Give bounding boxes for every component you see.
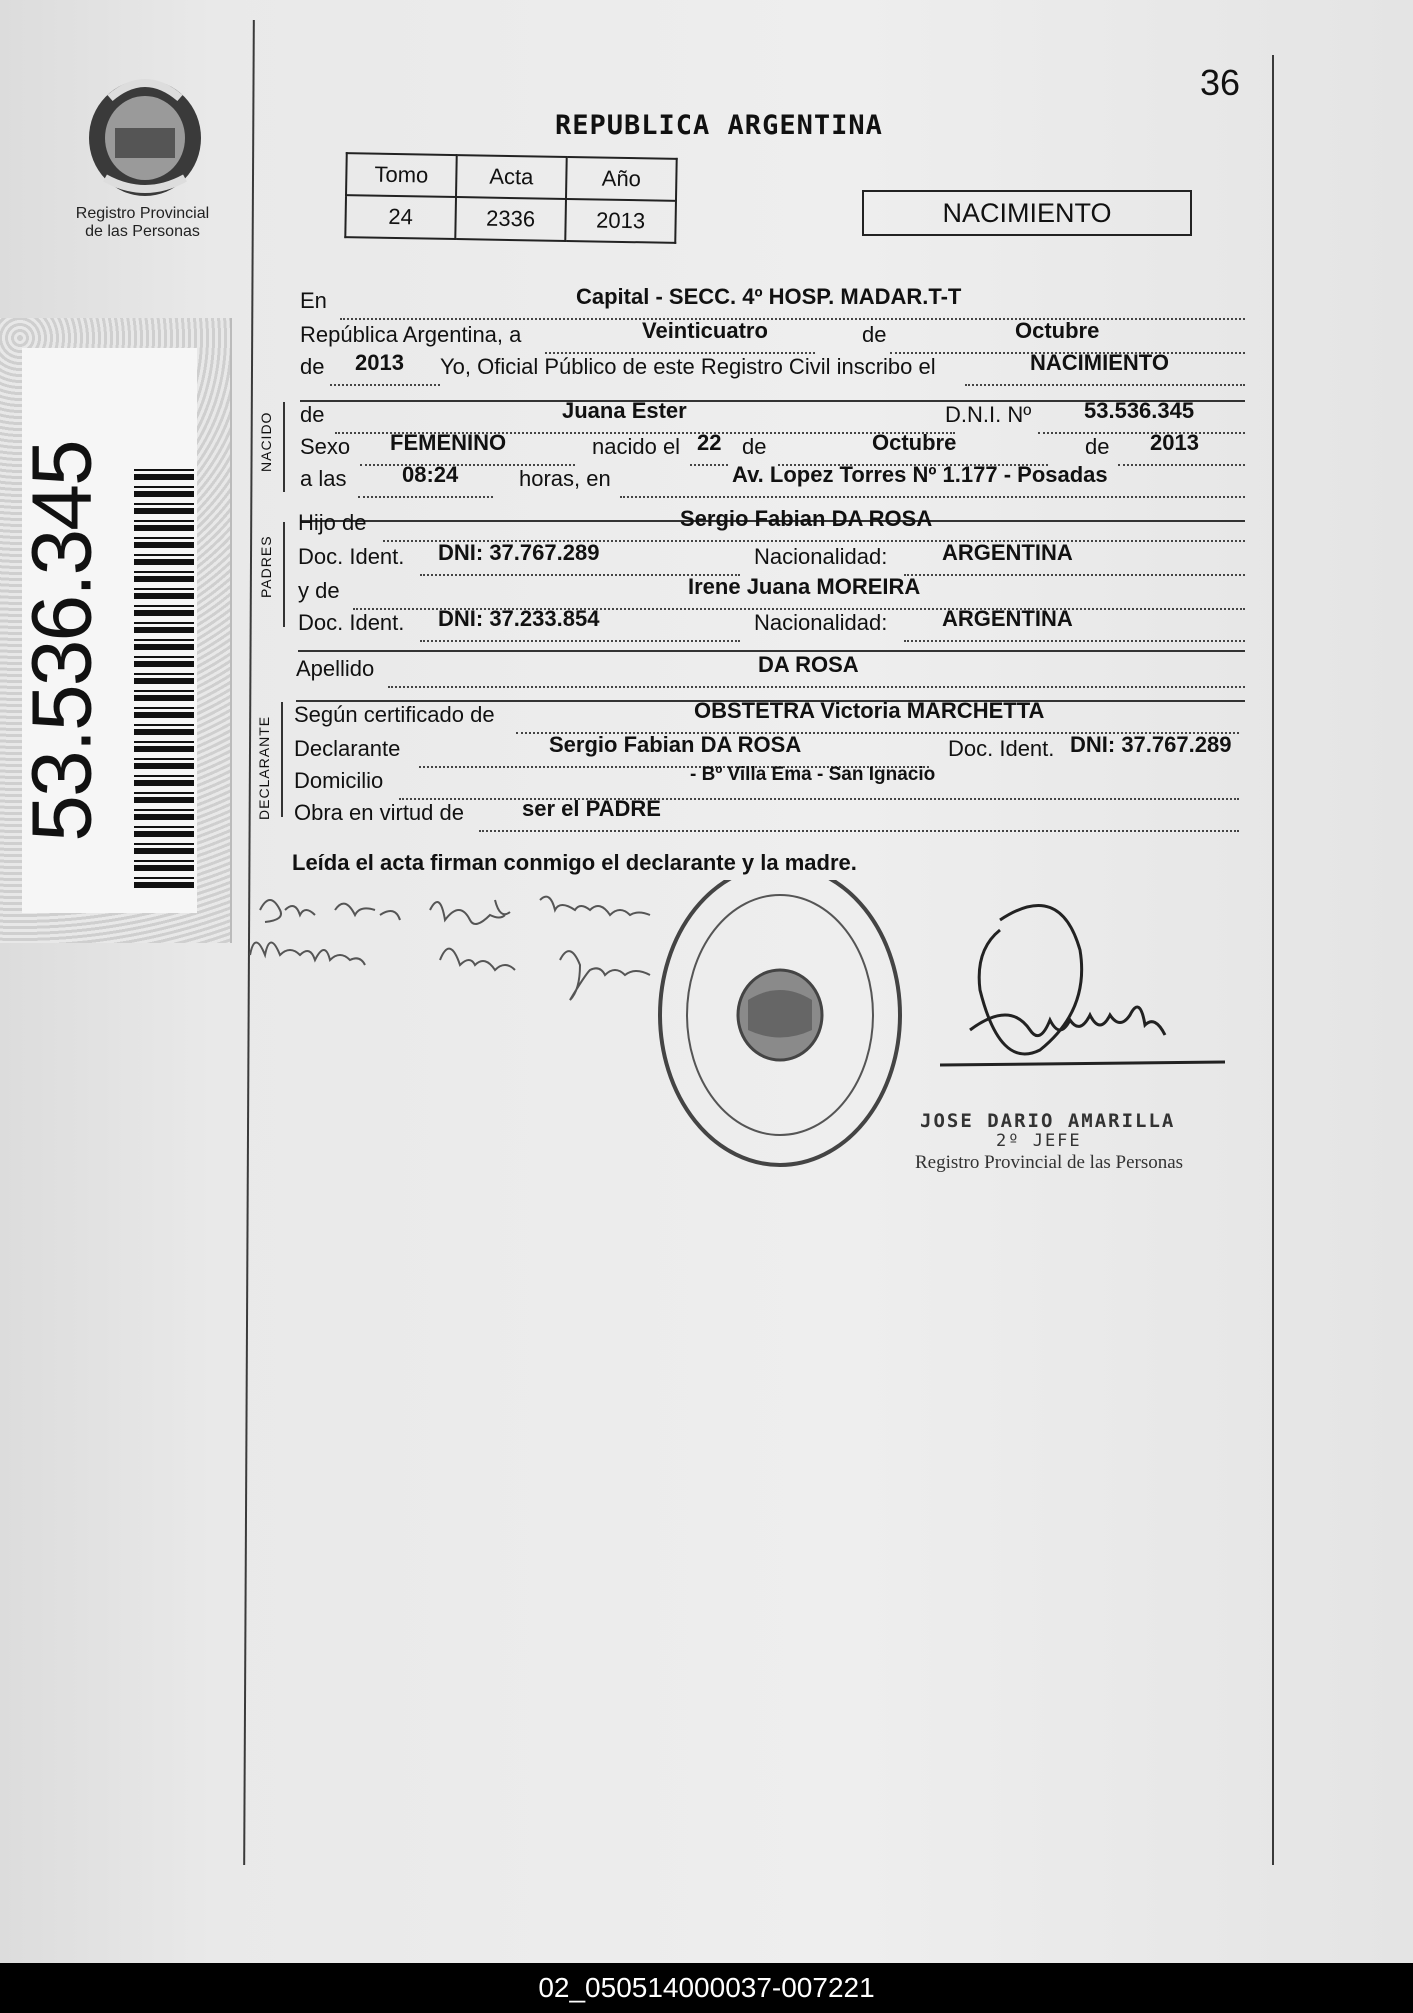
value-dni: 53.536.345: [1084, 398, 1195, 423]
value-father: Sergio Fabian DA ROSA: [680, 506, 933, 531]
closing-statement: Leída el acta firman conmigo el declarante y la madre.: [292, 850, 857, 875]
official-stamp: [660, 880, 900, 1165]
section-bracket-born: [283, 402, 285, 492]
dotted-line: [479, 830, 1239, 832]
dotted-line: [330, 384, 440, 386]
label-de: de: [300, 354, 325, 379]
label-en: En: [300, 288, 327, 313]
dotted-line: [358, 496, 493, 498]
row-date: [300, 318, 1245, 352]
register-value-tomo: 24: [345, 195, 456, 239]
value-capacity: ser el PADRE: [522, 796, 661, 821]
label-de: de: [862, 322, 887, 347]
label-declarante: Declarante: [294, 736, 401, 761]
value-father-doc: DNI: 37.767.289: [438, 540, 600, 565]
label-nacionalidad: Nacionalidad:: [754, 610, 888, 635]
section-label-born: NACIDO: [258, 411, 274, 472]
value-declarant-doc: DNI: 37.767.289: [1070, 732, 1232, 757]
registry-caption-line: Registro Provincial: [75, 205, 210, 222]
value-birth-day: 22: [697, 430, 722, 455]
row-mother-doc: [298, 606, 1245, 640]
value-sex: FEMENINO: [390, 430, 507, 455]
value-address: - Bº Villa Ema - San Ignacio: [690, 764, 936, 785]
label-de: de: [1085, 434, 1110, 459]
row-capacity: [294, 796, 1239, 830]
dotted-line: [904, 574, 1245, 576]
value-day-words: Veinticuatro: [642, 318, 768, 343]
value-surname: DA ROSA: [758, 652, 859, 677]
value-place: Capital - SECC. 4º HOSP. MADAR.T-T: [576, 284, 962, 309]
registry-caption-line: de las Personas: [85, 223, 200, 240]
value-birth-place: Av. Lopez Torres Nº 1.177 - Posadas: [732, 462, 1108, 487]
official-role: 2º JEFE: [996, 1131, 1082, 1151]
register-header-acta: Acta: [456, 155, 567, 199]
value-declarant: Sergio Fabian DA ROSA: [549, 732, 802, 757]
value-month: Octubre: [1015, 318, 1100, 343]
value-certificate-by: OBSTETRA Victoria MARCHETTA: [694, 698, 1045, 723]
barcode-sticker: [0, 318, 232, 943]
value-birth-time: 08:24: [402, 462, 459, 487]
value-birth-month: Octubre: [872, 430, 957, 455]
footer-id: 02_050514000037-007221: [0, 1963, 1413, 2013]
label-horas-en: horas, en: [519, 466, 611, 491]
mother-signature: [250, 943, 650, 1001]
dotted-line: [340, 318, 1245, 320]
row-father: [298, 506, 1245, 540]
label-doc-ident: Doc. Ident.: [298, 544, 405, 569]
label-nacido-el: nacido el: [592, 434, 681, 459]
label-a-las: a las: [300, 466, 347, 491]
value-mother: Irene Juana MOREIRA: [688, 574, 921, 599]
label-de: de: [742, 434, 767, 459]
official-signature: [940, 905, 1225, 1065]
section-bracket-parents: [283, 522, 285, 627]
right-margin-line: [1272, 55, 1274, 1865]
label-obra-en-virtud: Obra en virtud de: [294, 800, 464, 825]
registry-caption: [55, 205, 230, 241]
row-declarant: [294, 732, 1239, 766]
label-domicilio: Domicilio: [294, 768, 384, 793]
barcode-bars: [134, 468, 194, 888]
label-dni: D.N.I. Nº: [945, 402, 1032, 427]
country-title: REPUBLICA ARGENTINA: [555, 110, 883, 141]
row-name: [300, 398, 1245, 432]
value-father-nationality: ARGENTINA: [942, 540, 1073, 565]
register-header-tomo: Tomo: [346, 153, 457, 197]
label-de: de: [300, 402, 325, 427]
row-sex: [300, 430, 1245, 464]
value-mother-nationality: ARGENTINA: [942, 606, 1073, 631]
value-act: NACIMIENTO: [1030, 350, 1169, 375]
declarant-signature: [260, 897, 650, 924]
label-apellido: Apellido: [296, 656, 375, 681]
row-mother: [298, 574, 1245, 608]
value-name: Juana Ester: [562, 398, 687, 423]
official-office: Registro Provincial de las Personas: [915, 1152, 1184, 1173]
label-sexo: Sexo: [300, 434, 351, 459]
page-number: 36: [1200, 62, 1241, 103]
row-father-doc: [298, 540, 1245, 574]
register-value-acta: 2336: [455, 197, 566, 241]
register-value-anio: 2013: [565, 199, 676, 243]
barcode-panel: [14, 348, 197, 913]
dotted-line: [965, 384, 1245, 386]
register-table: [344, 152, 677, 244]
label-nacionalidad: Nacionalidad:: [754, 544, 888, 569]
official-name: JOSE DARIO AMARILLA: [920, 1110, 1176, 1132]
section-bracket-declarant: [281, 702, 283, 817]
record-type-box: NACIMIENTO: [862, 190, 1192, 236]
section-label-parents: PADRES: [258, 535, 274, 598]
value-birth-year: 2013: [1150, 430, 1199, 455]
value-mother-doc: DNI: 37.233.854: [438, 606, 600, 631]
label-republica: República Argentina, a: [300, 322, 522, 347]
provincial-seal-icon: [80, 68, 210, 200]
label-doc-ident-short: Doc. Ident.: [948, 736, 1055, 761]
dotted-line: [388, 686, 1245, 688]
label-segun-certificado: Según certificado de: [294, 702, 495, 727]
row-act: [300, 350, 1245, 384]
value-year: 2013: [355, 350, 404, 375]
dotted-line: [620, 496, 1245, 498]
row-time-place: [300, 462, 1245, 496]
signatures-and-stamp: [240, 880, 1260, 1180]
label-y-de: y de: [298, 578, 340, 603]
dotted-line: [904, 640, 1245, 642]
label-doc-ident: Doc. Ident.: [298, 610, 405, 635]
section-label-declarant: DECLARANTE: [256, 715, 272, 820]
label-yo-oficial: Yo, Oficial Público de este Registro Civil inscribo el: [440, 354, 936, 379]
label-hijo-de: Hijo de: [298, 510, 367, 535]
barcode-number: 53.536.345: [14, 441, 109, 842]
row-certificate: [294, 698, 1239, 732]
row-surname: [296, 652, 1245, 686]
register-header-anio: Año: [566, 157, 677, 201]
row-place: [300, 284, 1245, 318]
dotted-line: [420, 640, 740, 642]
row-address: [294, 764, 1239, 798]
